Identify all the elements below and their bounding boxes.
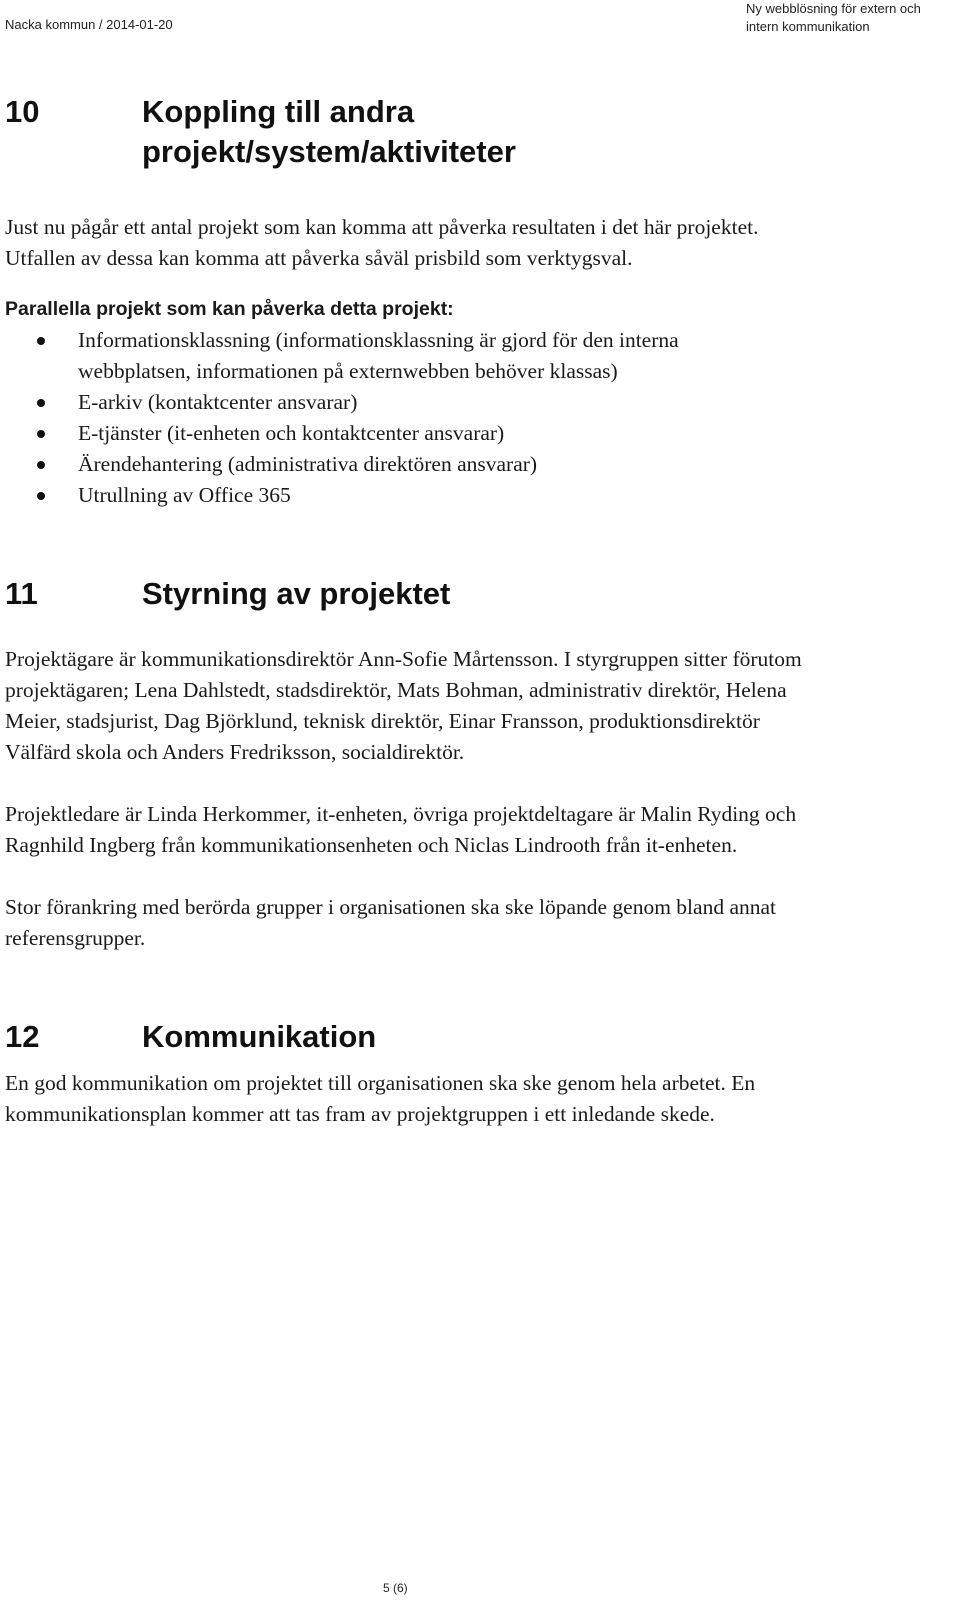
bullet-icon	[37, 399, 45, 407]
list-item: E-arkiv (kontaktcenter ansvarar)	[5, 387, 765, 418]
bullet-icon	[37, 430, 45, 438]
section-heading	[5, 574, 815, 614]
section-11	[5, 574, 815, 954]
bullet-icon	[37, 337, 45, 345]
section-number: 11	[5, 576, 38, 611]
bullet-icon	[37, 461, 45, 469]
section-number: 12	[5, 1019, 40, 1054]
section-paragraph: Projektledare är Linda Herkommer, it-enheten, övriga projektdeltagare är Malin Ryding och Ragnhild Ingberg från kommunikationsenheten och Niclas Lindrooth från it-enheten.	[5, 802, 797, 857]
section-title: Kommunikation	[142, 1019, 377, 1054]
bullet-list	[5, 325, 765, 511]
list-item: E-tjänster (it-enheten och kontaktcenter ansvarar)	[5, 418, 765, 449]
header-org-date: Nacka kommun / 2014-01-20	[5, 17, 173, 32]
section-title: Styrning av projektet	[142, 576, 451, 611]
list-item: Informationsklassning (informationsklassning är gjord för den interna webbplatsen, informationen på externwebben behöver klassas)	[5, 325, 765, 387]
list-item: Ärendehantering (administrativa direktören ansvarar)	[5, 449, 765, 480]
list-item: Utrullning av Office 365	[5, 480, 765, 511]
header-document-title: Ny webblösning för extern och intern kommunikation	[746, 1, 921, 34]
page-number: 5 (6)	[383, 1581, 408, 1595]
page-header	[5, 1, 946, 54]
section-paragraph: Just nu pågår ett antal projekt som kan komma att påverka resultaten i det här projektet. Utfallen av dessa kan komma att påverka såväl prisbild som verktygsval.	[5, 215, 759, 270]
section-heading	[5, 1017, 815, 1057]
section-12	[5, 1017, 815, 1130]
section-heading	[5, 92, 815, 172]
section-title: Koppling till andra projekt/system/aktiviteter	[142, 94, 516, 169]
section-10	[5, 92, 815, 511]
document-body	[5, 92, 815, 1130]
bullet-icon	[37, 492, 45, 500]
section-paragraph: Projektägare är kommunikationsdirektör Ann-Sofie Mårtensson. I styrgruppen sitter förutom projektägaren; Lena Dahlstedt, stadsdirektör, Mats Bohman, administrativ direktör, Helena Meier, stadsjurist, Dag Björklund, teknisk direktör, Einar Fransson, produktionsdirektör Välfärd skola och Anders Fredriksson, socialdirektör.	[5, 647, 802, 764]
section-paragraph: Stor förankring med berörda grupper i organisationen ska ske löpande genom bland annat referensgrupper.	[5, 895, 776, 950]
section-paragraph: En god kommunikation om projektet till organisationen ska ske genom hela arbetet. En kommunikationsplan kommer att tas fram av projektgruppen i ett inledande skede.	[5, 1071, 756, 1126]
section-number: 10	[5, 94, 40, 129]
subheading: Parallella projekt som kan påverka detta projekt:	[5, 298, 454, 320]
